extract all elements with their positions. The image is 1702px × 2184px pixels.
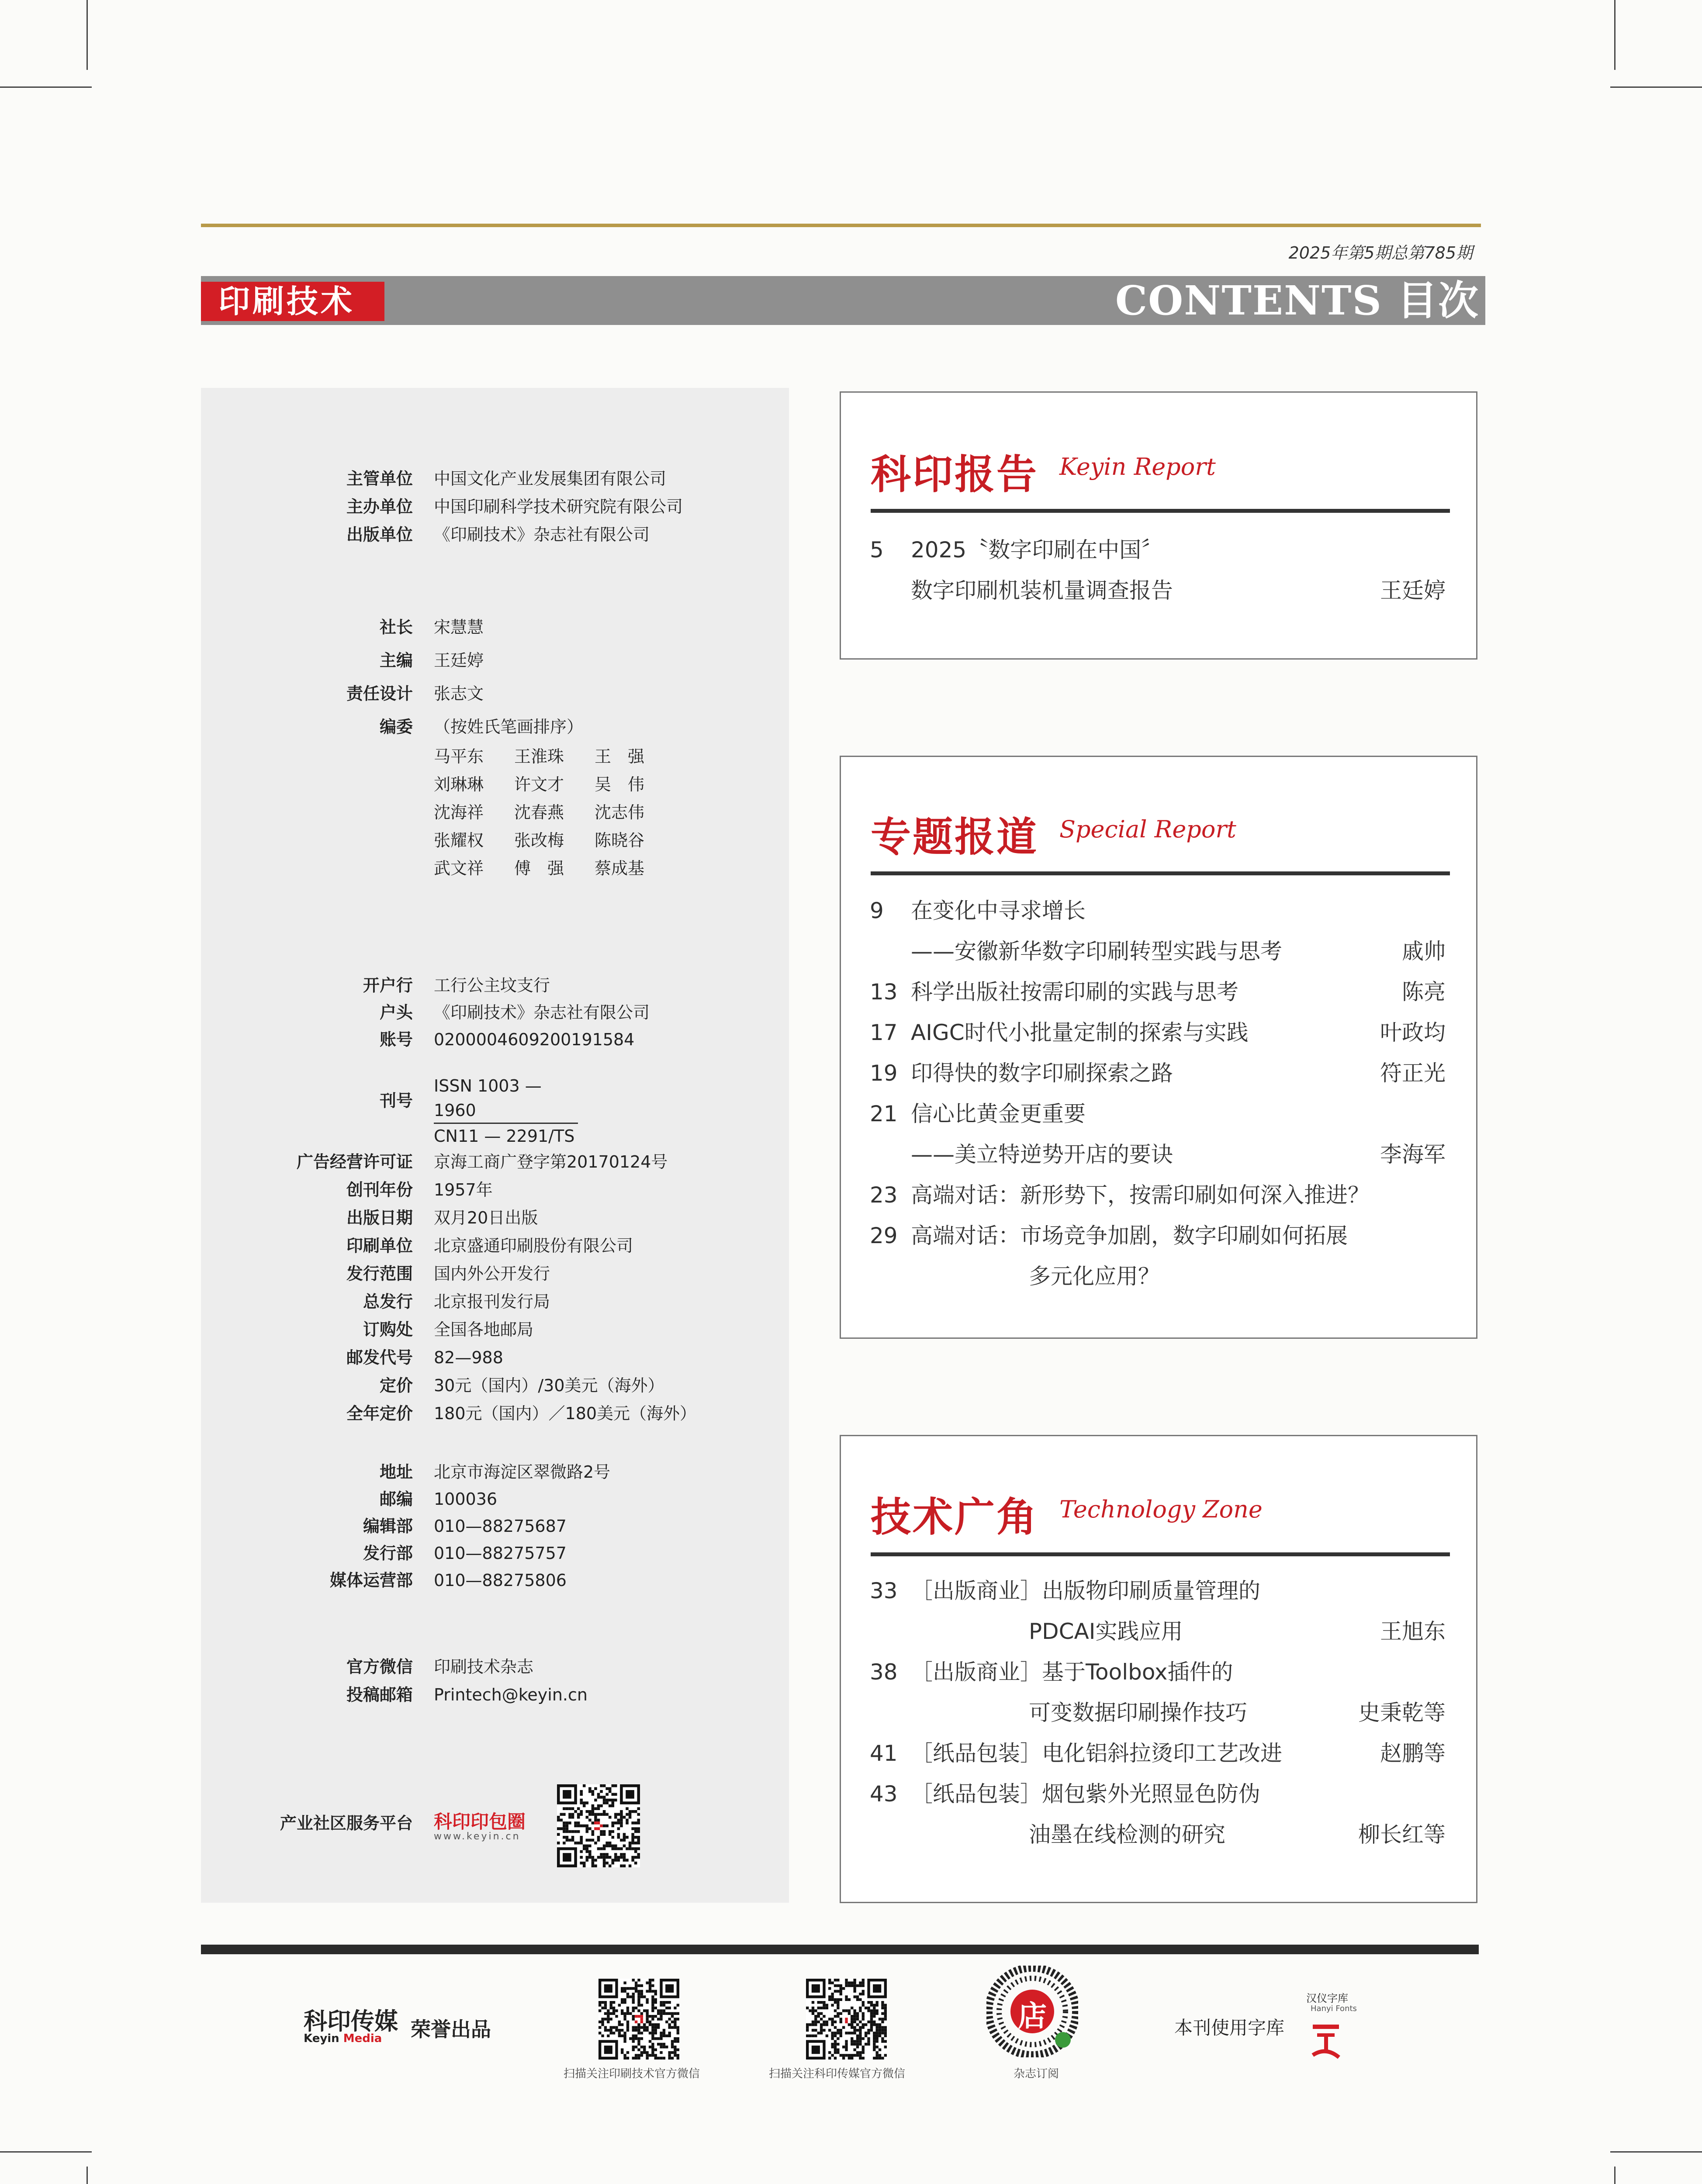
masthead-value: 印刷技术杂志 [434,1657,534,1676]
committee-row [434,826,675,854]
masthead-label: 印刷单位 [346,1236,413,1255]
committee-member: 王 强 [595,747,645,766]
entry-title: 2025〝数字印刷在中国〞 [911,537,1163,563]
masthead-label: 发行范围 [346,1264,413,1283]
masthead-value: 010—88275687 [434,1517,567,1536]
masthead-value: 宋慧慧 [434,618,484,637]
entry-author: 符正光 [1380,1061,1446,1086]
entry-page: 17 [870,1020,898,1045]
qr-code-icon [557,1784,640,1867]
platform-name: 科印印包圈 [434,1811,526,1832]
masthead-value: 双月20日出版 [434,1208,538,1227]
masthead-value: 0200004609200191584 [434,1030,635,1049]
masthead-value: 1957年 [434,1180,493,1199]
committee-member: 武文祥 [434,859,484,878]
entry-title: ［纸品包装］电化铝斜拉烫印工艺改进 [911,1741,1282,1766]
entry-author: 戚帅 [1402,939,1446,964]
entry-title: ——安徽新华数字印刷转型实践与思考 [911,939,1282,964]
entry-title: 信心比黄金更重要 [911,1101,1086,1127]
entry-title: ［纸品包装］烟包紫外光照显色防伪 [911,1781,1260,1807]
entry-title: 可变数据印刷操作技巧 [1029,1700,1247,1725]
masthead-label: 官方微信 [346,1657,413,1676]
masthead-label: 地址 [379,1462,413,1482]
entry-title: PDCAI实践应用 [1029,1619,1183,1644]
kanhao-label: 刊号 [379,1091,413,1110]
section-title: 专题报道 [871,814,1039,860]
keyin-media-logo [304,2003,398,2036]
entry-author: 王廷婷 [1380,578,1446,603]
masthead-label: 全年定价 [346,1404,413,1423]
entry-page: 13 [870,979,898,1005]
shop-caption: 杂志订阅 [1014,2067,1059,2080]
entry-page: 29 [870,1223,898,1248]
gold-rule [201,224,1481,227]
entry-author: 陈亮 [1402,979,1446,1005]
masthead-label: 户头 [379,1003,413,1022]
masthead-value: 100036 [434,1489,498,1509]
hanyi-logo-icon [1308,2020,1343,2061]
masthead-value: （按姓氏笔画排序） [434,717,584,736]
section-title: 技术广角 [871,1494,1039,1541]
section-subtitle: Keyin Report [1059,453,1216,480]
logo-en-keyin: Keyin [304,2032,339,2045]
issn-box [434,1074,578,1148]
masthead-value: 张志文 [434,684,484,703]
crop-mark [0,2151,92,2153]
masthead-label: 主办单位 [346,497,413,516]
masthead-value: 82—988 [434,1348,503,1367]
entry-page: 5 [870,537,884,563]
entry-author: 赵鹏等 [1380,1741,1446,1766]
masthead-label: 社长 [379,618,413,637]
shop-icon: 店 [1018,1999,1047,2033]
committee-member: 张耀权 [434,831,484,850]
entry-page: 9 [870,898,884,923]
shop-mini-program-code[interactable] [986,1966,1078,2057]
masthead-label: 订购处 [363,1320,413,1339]
entry-title: 高端对话：市场竞争加剧，数字印刷如何拓展 [911,1223,1348,1248]
masthead-label: 出版日期 [346,1208,413,1227]
masthead-label: 出版单位 [346,525,413,544]
masthead-value: 010—88275757 [434,1544,567,1563]
masthead-label: 广告经营许可证 [296,1152,413,1171]
masthead-label: 总发行 [363,1292,413,1311]
masthead-value: 全国各地邮局 [434,1320,534,1339]
committee-member: 马平东 [434,747,484,766]
committee-member: 王淮珠 [514,747,564,766]
masthead-value: 中国印刷科学技术研究院有限公司 [434,497,683,516]
masthead-value: 工行公主坟支行 [434,976,550,995]
committee-member: 许文才 [514,775,564,794]
cn-number: CN11 — 2291/TS [434,1127,575,1146]
issn: ISSN 1003 — 1960 [434,1074,578,1124]
entry-author: 柳长红等 [1358,1822,1446,1847]
crop-mark [1614,2167,1616,2184]
masthead-value[interactable]: Printech@keyin.cn [434,1685,588,1704]
entry-title: ［出版商业］出版物印刷质量管理的 [911,1578,1260,1603]
masthead-label: 账号 [379,1030,413,1049]
section-keyin-report [840,391,1477,660]
qr-caption: 扫描关注印刷技术官方微信 [564,2067,700,2080]
committee-member: 刘琳琳 [434,775,484,794]
section-technology-zone [840,1435,1477,1903]
committee-member: 沈春燕 [514,803,564,822]
masthead-label: 定价 [379,1376,413,1395]
entry-page: 33 [870,1578,898,1603]
entry-title: 印得快的数字印刷探索之路 [911,1061,1173,1086]
entry-author: 李海军 [1380,1142,1446,1167]
entry-author: 叶政均 [1380,1020,1446,1045]
entry-title: 数字印刷机装机量调查报告 [911,578,1173,603]
crop-mark [86,2167,88,2184]
entry-title: 油墨在线检测的研究 [1029,1822,1225,1847]
masthead-value: 中国文化产业发展集团有限公司 [434,469,667,488]
entry-page: 23 [870,1182,898,1208]
entry-page: 38 [870,1659,898,1685]
entry-title: AIGC时代小批量定制的探索与实践 [911,1020,1249,1045]
qr-code-icon [598,1979,679,2060]
logo-en [304,2032,382,2045]
masthead-label: 开户行 [363,976,413,995]
committee-member: 陈晓谷 [595,831,645,850]
masthead-value: 京海工商广登字第20170124号 [434,1152,668,1171]
masthead-label: 编辑部 [363,1517,413,1536]
entry-title: 多元化应用？ [1029,1264,1160,1289]
font-brand-en: Hanyi Fonts [1311,2004,1357,2013]
section-rule [871,871,1450,875]
platform-qr-code[interactable] [557,1784,640,1867]
masthead-label: 责任设计 [346,684,413,703]
masthead-value: 010—88275806 [434,1571,567,1590]
font-credit-label: 本刊使用字库 [1174,2017,1285,2039]
masthead-value: 《印刷技术》杂志社有限公司 [434,525,650,544]
entry-page: 19 [870,1061,898,1086]
section-special-report [840,756,1477,1339]
committee-row [434,743,675,771]
masthead-value: 《印刷技术》杂志社有限公司 [434,1003,650,1022]
section-rule [871,1552,1450,1556]
masthead-label: 创刊年份 [346,1180,413,1199]
masthead-label: 主管单位 [346,469,413,488]
platform-url: www.keyin.cn [434,1831,521,1842]
logo-name: 科印传媒 [304,2008,398,2035]
bottom-rule [201,1945,1479,1954]
platform-label: 产业社区服务平台 [280,1814,413,1833]
issue-number: 2025年第5期总第785期 [1288,243,1473,263]
committee-row [434,854,675,882]
entry-title: 科学出版社按需印刷的实践与思考 [911,979,1238,1005]
masthead-value: 180元（国内）／180美元（海外） [434,1404,697,1423]
entry-title: ［出版商业］基于Toolbox插件的 [911,1659,1233,1685]
committee-member: 沈海祥 [434,803,484,822]
masthead-label: 主编 [379,651,413,670]
masthead-label: 发行部 [363,1544,413,1563]
qr-code-icon [806,1979,887,2060]
masthead-label: 媒体运营部 [329,1571,413,1590]
masthead-value: 北京市海淀区翠微路2号 [434,1462,611,1482]
logo-en-media: Media [343,2032,382,2045]
font-brand: 汉仪字库 [1306,1992,1348,2004]
contents-title: CONTENTS 目次 [1115,277,1479,324]
masthead-label: 邮发代号 [346,1348,413,1367]
wechat-qr-printech[interactable] [598,1979,679,2060]
committee-member: 傅 强 [514,859,564,878]
committee-member: 吴 伟 [595,775,645,794]
section-subtitle: Technology Zone [1059,1496,1263,1523]
section-title: 科印报告 [871,451,1039,498]
entry-page: 43 [870,1781,898,1807]
entry-author: 王旭东 [1380,1619,1446,1644]
crop-mark [1614,0,1616,70]
section-subtitle: Special Report [1059,816,1236,843]
masthead-label: 投稿邮箱 [346,1685,413,1704]
section-rule [871,509,1450,513]
masthead-label: 邮编 [379,1489,413,1509]
masthead-value: 30元（国内）/30美元（海外） [434,1376,664,1395]
honor-text: 荣誉出品 [411,2018,491,2041]
masthead-value: 北京盛通印刷股份有限公司 [434,1236,633,1255]
entry-author: 史秉乾等 [1358,1700,1446,1725]
masthead-value: 北京报刊发行局 [434,1292,550,1311]
entry-title: 高端对话：新形势下，按需印刷如何深入推进？ [911,1182,1370,1208]
crop-mark [0,86,92,88]
committee-member: 张改梅 [514,831,564,850]
entry-page: 41 [870,1741,898,1766]
journal-title: 印刷技术 [201,282,384,321]
masthead-label: 编委 [379,717,413,736]
crop-mark [1610,86,1702,88]
entry-title: ——美立特逆势开店的要诀 [911,1142,1173,1167]
committee-row [434,771,675,798]
masthead-value: 国内外公开发行 [434,1264,550,1283]
committee-member: 沈志伟 [595,803,645,822]
crop-mark [1610,2151,1702,2153]
entry-title: 在变化中寻求增长 [911,898,1086,923]
committee-row [434,798,675,826]
masthead-value: 王廷婷 [434,651,484,670]
entry-page: 21 [870,1101,898,1127]
crop-mark [86,0,88,70]
editorial-committee [434,743,675,882]
qr-caption: 扫描关注科印传媒官方微信 [769,2067,906,2080]
wechat-qr-keyin[interactable] [806,1979,887,2060]
committee-member: 蔡成基 [595,859,645,878]
